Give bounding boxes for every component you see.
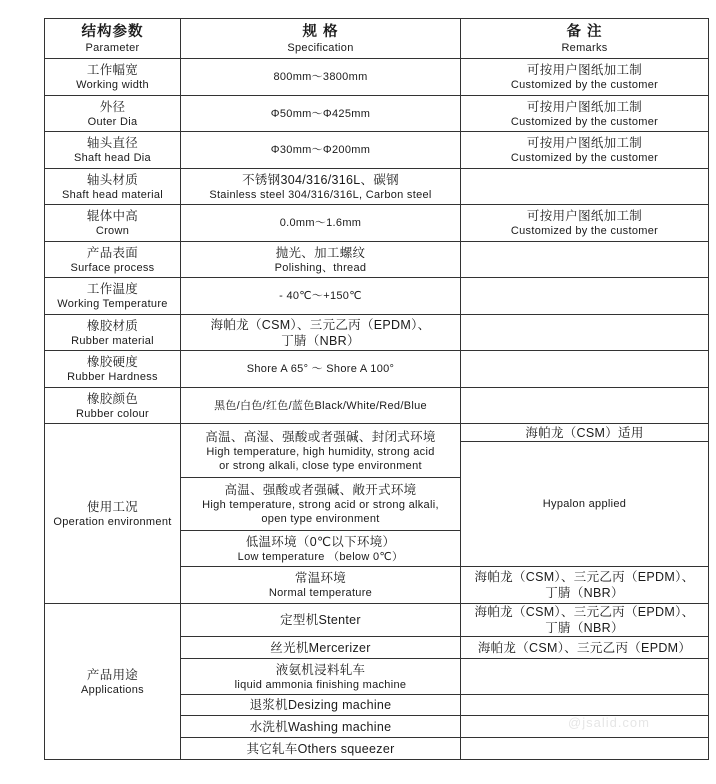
operation-parameter-cell: 使用工况 Operation environment (45, 424, 181, 604)
spec-cell: 海帕龙（CSM）、三元乙丙（EPDM）、 丁腈（NBR） (181, 315, 461, 351)
remark-cell: 海帕龙（CSM）适用 (461, 424, 709, 442)
spec-cell: Φ30mm～Φ200mm (181, 132, 461, 169)
application-item: 其它轧车Others squeezer (181, 738, 461, 760)
application-item: 水洗机Washing machine (181, 716, 461, 738)
header-remarks: 备 注 Remarks (461, 19, 709, 59)
table-row (45, 604, 709, 637)
remark-cell (461, 278, 709, 315)
parameter-cell: 外径 Outer Dia (45, 96, 181, 132)
spec-cell: 抛光、加工螺纹 Polishing、thread (181, 242, 461, 278)
spec-cell: 不锈钢304/316/316L、碳钢 Stainless steel 304/316/316L, Carbon steel (181, 169, 461, 205)
remark-cell (461, 351, 709, 388)
header-specification: 规 格 Specification (181, 19, 461, 59)
table-row (45, 424, 709, 442)
application-item: 退浆机Desizing machine (181, 695, 461, 716)
spec-cell: 0.0mm～1.6mm (181, 205, 461, 242)
remark-cell (461, 695, 709, 716)
table-row (45, 96, 709, 132)
remark-cell: 可按用户图纸加工制 Customized by the customer (461, 205, 709, 242)
operation-item: 常温环境 Normal temperature (181, 567, 461, 604)
table-row (45, 388, 709, 424)
spec-cell: 800mm～3800mm (181, 59, 461, 96)
specification-table (44, 18, 709, 760)
table-row (45, 315, 709, 351)
remark-cell: 海帕龙（CSM）、三元乙丙（EPDM）、 丁腈（NBR） (461, 567, 709, 604)
application-item: 定型机Stenter (181, 604, 461, 637)
table-row (45, 205, 709, 242)
operation-item: 高温、强酸或者强碱、敞开式环境 High temperature, strong acid or strong alkali, open type environment (181, 478, 461, 531)
remark-cell (461, 738, 709, 760)
parameter-cell: 橡胶颜色 Rubber colour (45, 388, 181, 424)
spec-cell: - 40℃～+150℃ (181, 278, 461, 315)
remark-cell: 可按用户图纸加工制 Customized by the customer (461, 59, 709, 96)
application-item: 液氨机浸料轧车 liquid ammonia finishing machine (181, 659, 461, 695)
applications-parameter-cell: 产品用途 Applications (45, 604, 181, 760)
header-parameter: 结构参数 Parameter (45, 19, 181, 59)
operation-item: 低温环境（0℃以下环境） Low temperature （below 0℃） (181, 531, 461, 567)
remark-cell (461, 388, 709, 424)
parameter-cell: 工作温度 Working Temperature (45, 278, 181, 315)
table-row (45, 169, 709, 205)
remark-cell: 海帕龙（CSM）、三元乙丙（EPDM） (461, 637, 709, 659)
operation-item: 高温、高湿、强酸或者强碱、封闭式环境 High temperature, high humidity, strong acid or strong alkali, close type environment (181, 424, 461, 478)
table-row (45, 351, 709, 388)
remark-cell (461, 659, 709, 695)
table-row (45, 278, 709, 315)
remark-cell: Hypalon applied (461, 442, 709, 567)
parameter-cell: 辊体中高 Crown (45, 205, 181, 242)
parameter-cell: 橡胶硬度 Rubber Hardness (45, 351, 181, 388)
spec-cell: Shore A 65° ～ Shore A 100° (181, 351, 461, 388)
application-item: 丝光机Mercerizer (181, 637, 461, 659)
header-row (45, 19, 709, 59)
table-row (45, 242, 709, 278)
remark-cell (461, 169, 709, 205)
table-row (45, 59, 709, 96)
remark-cell (461, 315, 709, 351)
table-row (45, 132, 709, 169)
parameter-cell: 橡胶材质 Rubber material (45, 315, 181, 351)
parameter-cell: 轴头直径 Shaft head Dia (45, 132, 181, 169)
parameter-cell: 工作幅宽 Working width (45, 59, 181, 96)
spec-cell: 黑色/白色/红色/蓝色Black/White/Red/Blue (181, 388, 461, 424)
remark-cell: 海帕龙（CSM）、三元乙丙（EPDM）、 丁腈（NBR） (461, 604, 709, 637)
spec-cell: Φ50mm～Φ425mm (181, 96, 461, 132)
remark-cell: 可按用户图纸加工制 Customized by the customer (461, 132, 709, 169)
parameter-cell: 产品表面 Surface process (45, 242, 181, 278)
watermark: @jsalid.com (568, 715, 650, 730)
parameter-cell: 轴头材质 Shaft head material (45, 169, 181, 205)
remark-cell: 可按用户图纸加工制 Customized by the customer (461, 96, 709, 132)
remark-cell (461, 242, 709, 278)
